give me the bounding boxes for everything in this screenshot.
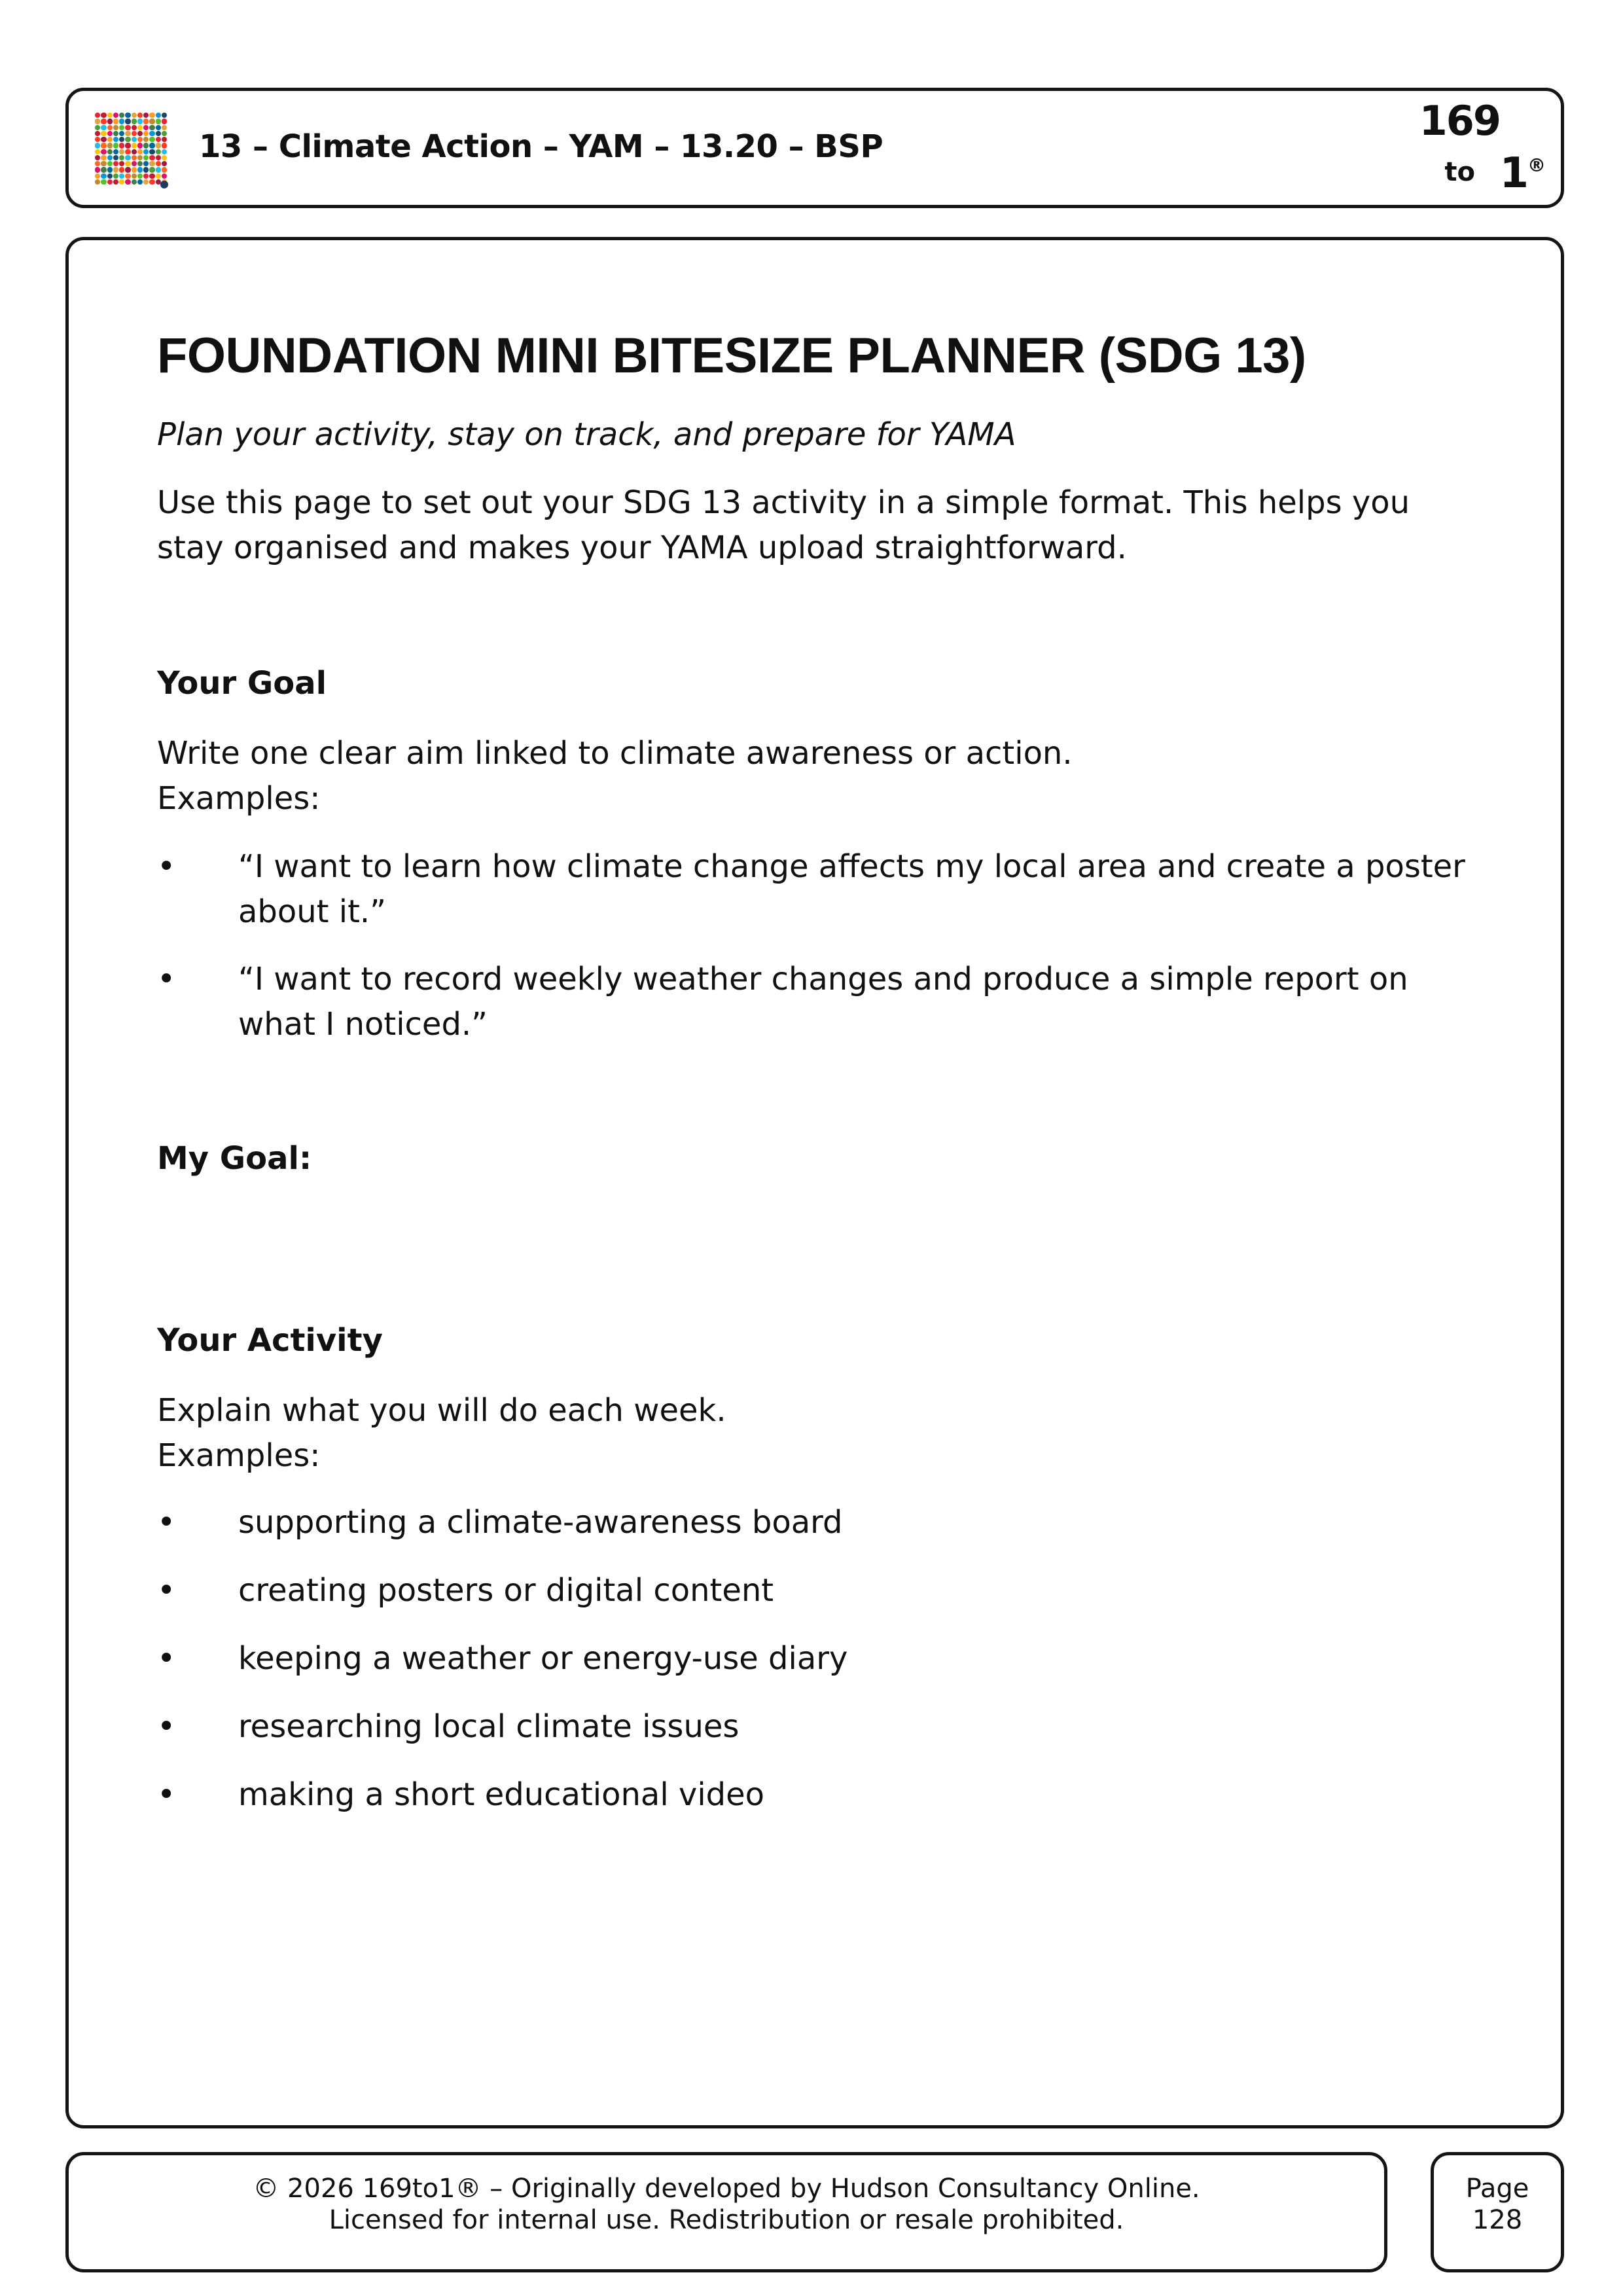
logo-grid-dot [156, 143, 161, 148]
logo-grid-dot [132, 137, 137, 142]
logo-grid-dot [95, 155, 100, 160]
logo-grid-dot [125, 155, 130, 160]
footer-line-2: Licensed for internal use. Redistribution or resale prohibited. [329, 2205, 1124, 2235]
logo-grid-dot [107, 149, 113, 154]
bullet-icon: • [157, 848, 176, 885]
logo-grid-dot [119, 167, 124, 172]
logo-grid-dot [95, 137, 100, 142]
logo-grid-dot [119, 125, 124, 130]
bullet-icon: • [157, 1504, 176, 1541]
brand-to: to [1444, 157, 1475, 187]
logo-grid-dot [119, 161, 124, 166]
logo-grid-dot [95, 149, 100, 154]
logo-grid-dot [156, 149, 161, 154]
logo-grid-dot [149, 113, 154, 118]
goal-examples-label: Examples: [157, 780, 321, 817]
logo-grid-dot [156, 173, 161, 179]
logo-grid-dot [95, 143, 100, 148]
logo-grid-dot [156, 155, 161, 160]
logo-grid-dot [125, 167, 130, 172]
goal-heading: Your Goal [157, 665, 327, 702]
logo-grid-dot [132, 155, 137, 160]
logo-grid-dot [143, 149, 149, 154]
logo-grid-dot [156, 118, 161, 124]
logo-grid-dot [162, 131, 167, 136]
logo-grid-dot [107, 161, 113, 166]
logo-grid-dot [143, 118, 149, 124]
logo-grid-dot [149, 137, 154, 142]
logo-grid-dot [143, 143, 149, 148]
logo-grid-dot [137, 155, 143, 160]
logo-grid-dot [132, 118, 137, 124]
logo-grid-dot [132, 113, 137, 118]
logo-grid-dot [137, 179, 143, 185]
bullet-icon: • [157, 1640, 176, 1677]
logo-grid-dot [149, 161, 154, 166]
logo-grid-dot [162, 161, 167, 166]
logo-grid-dot [119, 131, 124, 136]
logo-grid-dot [162, 155, 167, 160]
page-indicator [1431, 2173, 1564, 2236]
logo-grid-dot [101, 155, 106, 160]
goal-instruction: Write one clear aim linked to climate awareness or action. [157, 735, 1073, 772]
logo-grid-dot [156, 137, 161, 142]
logo-grid-dot [95, 161, 100, 166]
logo-grid-dot [143, 173, 149, 179]
logo-grid-dot [137, 113, 143, 118]
registered-mark: ® [1527, 154, 1546, 176]
logo-grid-dot [113, 118, 118, 124]
logo-grid-dot [113, 179, 118, 185]
intro-line-1: Use this page to set out your SDG 13 activity in a simple format. This helps you [157, 484, 1410, 521]
logo-grid-dot [107, 131, 113, 136]
footer-copyright [65, 2173, 1387, 2236]
logo-grid-dot [95, 113, 100, 118]
logo-grid-dot [113, 143, 118, 148]
my-goal-label: My Goal: [157, 1140, 312, 1177]
logo-grid-dot [125, 125, 130, 130]
page-label: Page [1465, 2174, 1529, 2204]
logo-grid-dot [156, 167, 161, 172]
logo-grid-dot [119, 173, 124, 179]
logo-grid-dot [156, 131, 161, 136]
logo-grid-dot [107, 113, 113, 118]
logo-grid-dot [149, 131, 154, 136]
logo-grid-dot [107, 173, 113, 179]
logo-grid-dot [132, 161, 137, 166]
logo-grid-dot [137, 143, 143, 148]
goal-example-line: what I noticed.” [238, 1006, 488, 1043]
logo-grid-dot [107, 118, 113, 124]
logo-grid-dot [95, 173, 100, 179]
logo-grid-dot [113, 161, 118, 166]
logo-grid-dot [143, 113, 149, 118]
header-title: 13 – Climate Action – YAM – 13.20 – BSP [199, 128, 883, 165]
logo-grid-dot [143, 167, 149, 172]
logo-grid-dot [125, 118, 130, 124]
logo-grid-dot [95, 167, 100, 172]
logo-grid-dot [107, 137, 113, 142]
goal-example-line: about it.” [238, 893, 387, 930]
logo-grid-dot [119, 113, 124, 118]
logo-grid-dot [137, 149, 143, 154]
page-title: FOUNDATION MINI BITESIZE PLANNER (SDG 13) [157, 328, 1306, 384]
logo-grid-dot [101, 137, 106, 142]
logo-grid-dot [113, 137, 118, 142]
logo-grid-dot [95, 125, 100, 130]
logo-grid-dot [107, 125, 113, 130]
logo-grid-dot [162, 118, 167, 124]
logo-grid-dot [107, 167, 113, 172]
logo-grid-dot [156, 125, 161, 130]
logo-grid-dot [149, 173, 154, 179]
logo-grid-dot [162, 167, 167, 172]
logo-grid-dot [107, 179, 113, 185]
logo-grid-dot [113, 113, 118, 118]
logo-grid-dot [125, 173, 130, 179]
logo-grid-dot [149, 125, 154, 130]
logo-grid-dot [137, 131, 143, 136]
logo-grid-dot [143, 137, 149, 142]
logo-grid-dot [125, 131, 130, 136]
logo-grid-dot [149, 167, 154, 172]
logo-grid-dot [132, 149, 137, 154]
logo-grid-dot [101, 131, 106, 136]
logo-grid-dot [95, 131, 100, 136]
activity-instruction: Explain what you will do each week. [157, 1392, 726, 1429]
logo-grid-dot [143, 125, 149, 130]
logo-grid-dot [95, 179, 100, 185]
logo-grid-dot [132, 125, 137, 130]
brand-number: 169 [1419, 97, 1500, 145]
logo-grid-dot [149, 118, 154, 124]
logo-grid-dot [143, 155, 149, 160]
logo-grid-dot [137, 125, 143, 130]
logo-grid-dot [119, 137, 124, 142]
sdg-color-grid-icon [95, 113, 167, 185]
intro-line-2: stay organised and makes your YAMA upload straightforward. [157, 529, 1127, 566]
logo-grid-dot [162, 149, 167, 154]
logo-grid-dot [125, 137, 130, 142]
logo-grid-dot [137, 167, 143, 172]
footer-line-1: © 2026 169to1® – Originally developed by Hudson Consultancy Online. [253, 2174, 1200, 2204]
logo-grid-dot [95, 118, 100, 124]
logo-grid-dot [143, 131, 149, 136]
logo-grid-dot [132, 173, 137, 179]
logo-grid-dot [137, 161, 143, 166]
logo-grid-dot [113, 131, 118, 136]
logo-grid-dot [162, 113, 167, 118]
logo-grid-dot [113, 155, 118, 160]
logo-grid-dot [162, 173, 167, 179]
logo-grid-dot [125, 161, 130, 166]
logo-grid-dot [113, 125, 118, 130]
logo-grid-dot [162, 137, 167, 142]
logo-grid-dot [101, 149, 106, 154]
logo-grid-dot [149, 155, 154, 160]
logo-grid-dot [143, 179, 149, 185]
logo-grid-dot [101, 118, 106, 124]
logo-grid-dot [137, 118, 143, 124]
logo-grid-dot [101, 143, 106, 148]
logo-grid-dot [162, 143, 167, 148]
logo-grid-dot [107, 143, 113, 148]
logo-grid-dot [132, 143, 137, 148]
logo-grid-dot [119, 155, 124, 160]
logo-grid-dot [137, 137, 143, 142]
logo-grid-dot [125, 113, 130, 118]
logo-grid-dot [119, 118, 124, 124]
logo-grid-dot [119, 143, 124, 148]
logo-grid-dot [162, 125, 167, 130]
logo-grid-dot [149, 143, 154, 148]
logo-grid-dot [113, 167, 118, 172]
logo-dot-icon [160, 181, 168, 188]
page-number: 128 [1472, 2205, 1523, 2235]
logo-grid-dot [149, 179, 154, 185]
logo-grid-dot [137, 173, 143, 179]
logo-grid-dot [156, 161, 161, 166]
bullet-icon: • [157, 1708, 176, 1745]
goal-example-line: “I want to record weekly weather changes and produce a simple report on [238, 961, 1408, 997]
bullet-icon: • [157, 961, 176, 997]
logo-grid-dot [143, 161, 149, 166]
logo-grid-dot [149, 149, 154, 154]
logo-grid-dot [101, 161, 106, 166]
logo-grid-dot [101, 179, 106, 185]
goal-example-line: “I want to learn how climate change affects my local area and create a poster [238, 848, 1465, 885]
logo-grid-dot [113, 173, 118, 179]
activity-heading: Your Activity [157, 1322, 383, 1359]
logo-grid-dot [132, 179, 137, 185]
logo-grid-dot [156, 113, 161, 118]
logo-grid-dot [113, 149, 118, 154]
activity-examples-label: Examples: [157, 1437, 321, 1474]
brand-one: 1 [1499, 149, 1529, 198]
page-subtitle: Plan your activity, stay on track, and prepare for YAMA [157, 416, 1016, 453]
logo-grid-dot [101, 167, 106, 172]
logo-grid-dot [101, 173, 106, 179]
bullet-icon: • [157, 1776, 176, 1813]
bullet-icon: • [157, 1572, 176, 1609]
logo-grid-dot [101, 125, 106, 130]
logo-grid-dot [125, 149, 130, 154]
logo-grid-dot [132, 131, 137, 136]
logo-grid-dot [119, 149, 124, 154]
logo-grid-dot [132, 167, 137, 172]
logo-grid-dot [101, 113, 106, 118]
logo-grid-dot [119, 179, 124, 185]
logo-grid-dot [107, 155, 113, 160]
logo-grid-dot [125, 143, 130, 148]
brand-logo [1389, 97, 1546, 202]
logo-grid-dot [125, 179, 130, 185]
